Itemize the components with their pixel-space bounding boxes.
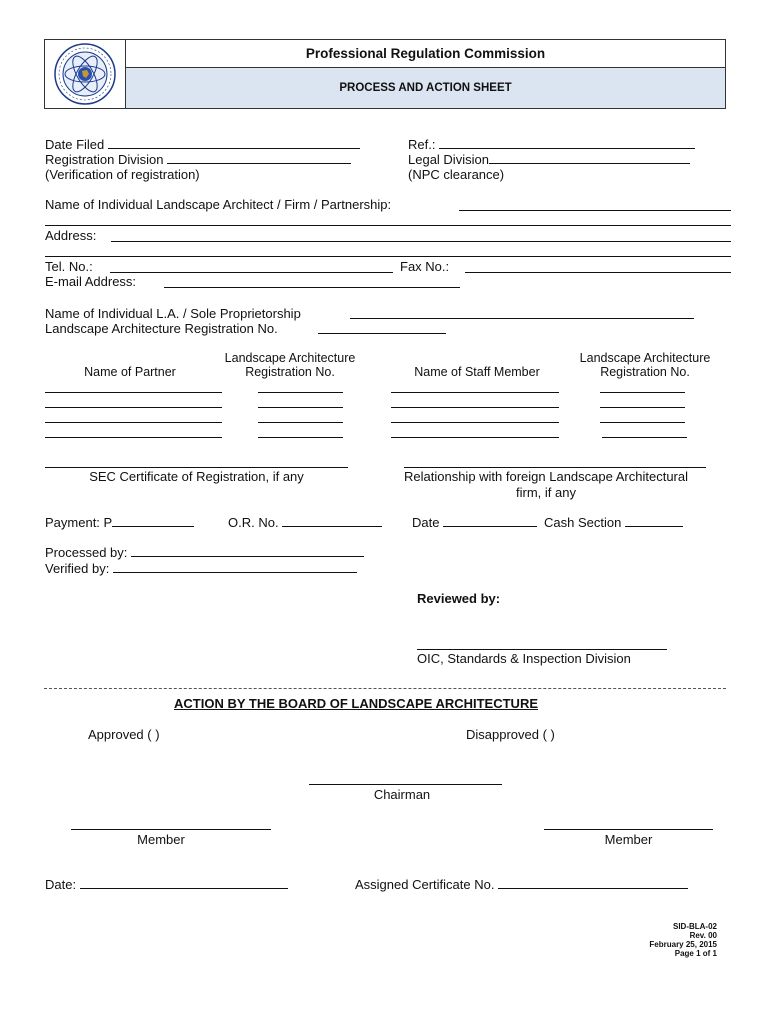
staff-reg-line[interactable] [600, 392, 685, 393]
member-left-label: Member [137, 832, 185, 847]
logo-cell [45, 40, 126, 108]
sheet-title: PROCESS AND ACTION SHEET [126, 68, 725, 108]
date-filed-label: Date Filed [45, 137, 360, 152]
email-label: E-mail Address: [45, 274, 137, 289]
org-title: Professional Regulation Commission [126, 40, 725, 68]
oic-signature-line[interactable] [417, 649, 667, 650]
chairman-label: Chairman [373, 787, 431, 802]
board-title: ACTION BY THE BOARD OF LANDSCAPE ARCHITECTURE [174, 696, 539, 711]
payment-date-label: Date [412, 515, 537, 530]
address-field-2[interactable] [45, 256, 731, 257]
sole-prop-label: Name of Individual L.A. / Sole Proprietorship [45, 306, 301, 321]
verification-note: (Verification of registration) [45, 167, 200, 182]
ref-field[interactable] [439, 137, 695, 149]
ref-label: Ref.: [408, 137, 695, 152]
payment-date-field[interactable] [443, 515, 537, 527]
partner-reg-line[interactable] [258, 437, 343, 438]
form-rev: Rev. 00 [689, 931, 717, 940]
registration-division-label: Registration Division [45, 152, 351, 167]
partner-name-line[interactable] [45, 392, 222, 393]
date-filed-field[interactable] [108, 137, 360, 149]
partner-name-line[interactable] [45, 437, 222, 438]
cash-section-field[interactable] [625, 515, 683, 527]
or-field[interactable] [282, 515, 382, 527]
la-reg-no-label: Landscape Architecture Registration No. [45, 321, 278, 336]
page-number: Page 1 of 1 [674, 949, 717, 958]
applicant-name-field-2[interactable] [45, 225, 731, 226]
prc-seal-icon [49, 42, 121, 106]
applicant-name-field[interactable] [459, 210, 731, 211]
sec-cert-field[interactable] [45, 467, 348, 468]
board-date-field[interactable] [80, 877, 288, 889]
tel-label: Tel. No.: [45, 259, 93, 274]
foreign-firm-field[interactable] [404, 467, 706, 468]
board-date-label: Date: [45, 877, 288, 892]
sec-cert-label: SEC Certificate of Registration, if any [89, 469, 304, 484]
disapproved-option[interactable]: Disapproved ( ) [466, 727, 555, 742]
partner-reg-line[interactable] [258, 422, 343, 423]
chairman-signature-line[interactable] [309, 784, 502, 785]
staff-name-line[interactable] [391, 437, 559, 438]
member-right-label: Member [604, 832, 653, 847]
form-date: February 25, 2015 [649, 940, 717, 949]
staff-name-line[interactable] [391, 407, 559, 408]
sole-prop-field[interactable] [350, 318, 694, 319]
staff-name-line[interactable] [391, 392, 559, 393]
address-field[interactable] [111, 241, 731, 242]
col-header-partner-reg: Landscape Architecture Registration No. [224, 351, 356, 379]
staff-name-line[interactable] [391, 422, 559, 423]
partner-name-line[interactable] [45, 422, 222, 423]
partner-reg-line[interactable] [258, 407, 343, 408]
verified-by-field[interactable] [113, 561, 357, 573]
partner-reg-line[interactable] [258, 392, 343, 393]
tel-field[interactable] [110, 272, 393, 273]
fax-label: Fax No.: [400, 259, 450, 274]
processed-by-field[interactable] [131, 545, 364, 557]
section-divider [44, 688, 726, 689]
form-code: SID-BLA-02 [672, 922, 717, 931]
staff-reg-line[interactable] [602, 437, 687, 438]
email-field[interactable] [164, 287, 460, 288]
address-label: Address: [45, 228, 97, 243]
la-reg-no-field[interactable] [318, 333, 446, 334]
reviewed-by-label: Reviewed by: [417, 591, 501, 606]
payment-field[interactable] [112, 515, 194, 527]
verified-by-label: Verified by: [45, 561, 357, 576]
partner-name-line[interactable] [45, 407, 222, 408]
assigned-cert-label: Assigned Certificate No. [355, 877, 688, 892]
col-header-partner: Name of Partner [84, 365, 176, 379]
col-header-staff-reg: Landscape Architecture Registration No. [579, 351, 711, 379]
fax-field[interactable] [465, 272, 731, 273]
assigned-cert-field[interactable] [498, 877, 688, 889]
member-right-signature-line[interactable] [544, 829, 713, 830]
staff-reg-line[interactable] [600, 422, 685, 423]
payment-label: Payment: P [45, 515, 194, 530]
header-box [44, 39, 726, 109]
oic-label: OIC, Standards & Inspection Division [417, 651, 631, 666]
legal-division-label: Legal Division [408, 152, 690, 167]
legal-division-field[interactable] [489, 152, 690, 164]
member-left-signature-line[interactable] [71, 829, 271, 830]
registration-division-field[interactable] [167, 152, 351, 164]
approved-option[interactable]: Approved ( ) [88, 727, 160, 742]
col-header-staff: Name of Staff Member [414, 365, 540, 379]
or-label: O.R. No. [228, 515, 382, 530]
processed-by-label: Processed by: [45, 545, 364, 560]
staff-reg-line[interactable] [600, 407, 685, 408]
applicant-name-label: Name of Individual Landscape Architect / Firm / Partnership: [45, 197, 392, 212]
foreign-firm-label: Relationship with foreign Landscape Architectural firm, if any [404, 469, 689, 500]
npc-note: (NPC clearance) [408, 167, 505, 182]
cash-section-label: Cash Section [544, 515, 683, 530]
